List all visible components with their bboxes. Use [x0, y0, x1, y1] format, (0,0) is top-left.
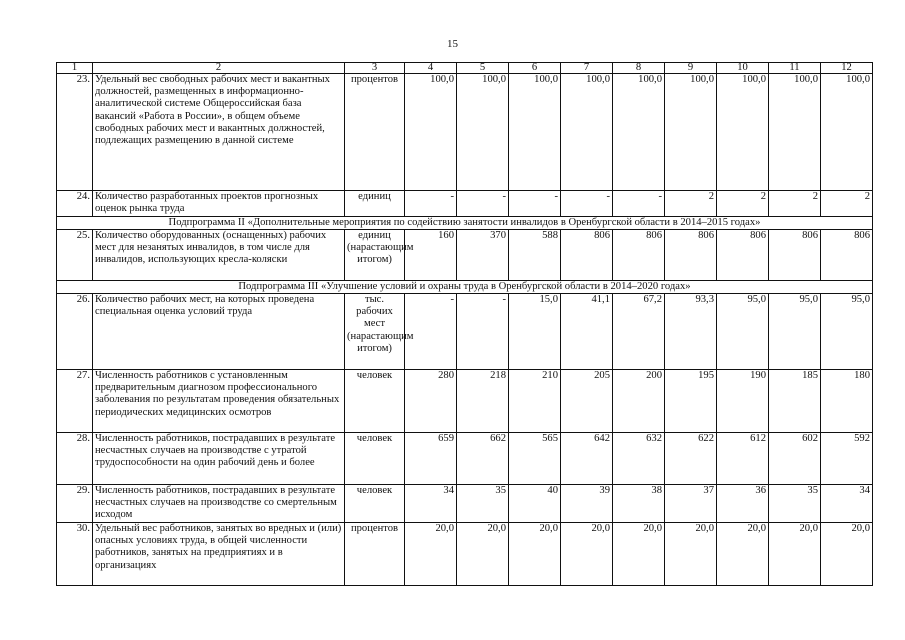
table-row [57, 370, 873, 433]
table-row [57, 230, 873, 281]
indicator-table [56, 62, 873, 586]
column-number-1: 1 [57, 63, 93, 74]
indicator-value: 370 [457, 230, 509, 281]
indicator-value: 2 [717, 191, 769, 217]
indicator-value: 185 [769, 370, 821, 433]
indicator-name: Численность работников с установленным предварительным диагнозом профессионального заболевания по результатам проведения обязательных периодических медицинских осмотров [93, 370, 345, 433]
unit-of-measure: процентов [345, 523, 405, 586]
column-number-6: 6 [509, 63, 561, 74]
row-number: 26. [57, 294, 93, 370]
indicator-value: 195 [665, 370, 717, 433]
indicator-value: - [509, 191, 561, 217]
indicator-value: 218 [457, 370, 509, 433]
indicator-value: 34 [821, 485, 873, 523]
indicator-value: 180 [821, 370, 873, 433]
indicator-value: 100,0 [821, 74, 873, 191]
indicator-value: 35 [457, 485, 509, 523]
indicator-value: - [613, 191, 665, 217]
column-number-2: 2 [93, 63, 345, 74]
indicator-value: 100,0 [613, 74, 665, 191]
subprogram-title: Подпрограмма II «Дополнительные мероприятия по содействию занятости инвалидов в Оренбургской области в 2014–2015 годах» [57, 217, 873, 230]
indicator-value: 806 [613, 230, 665, 281]
indicator-value: 95,0 [717, 294, 769, 370]
table-row [57, 294, 873, 370]
indicator-value: 2 [665, 191, 717, 217]
indicator-value: 20,0 [509, 523, 561, 586]
indicator-value: 100,0 [509, 74, 561, 191]
table-row [57, 433, 873, 485]
indicator-value: 806 [769, 230, 821, 281]
column-number-5: 5 [457, 63, 509, 74]
unit-of-measure: единиц (нарастающим итогом) [345, 230, 405, 281]
column-number-4: 4 [405, 63, 457, 74]
indicator-value: 20,0 [613, 523, 665, 586]
indicator-value: 200 [613, 370, 665, 433]
indicator-value: 160 [405, 230, 457, 281]
indicator-value: - [405, 191, 457, 217]
indicator-name: Количество разработанных проектов прогнозных оценок рынка труда [93, 191, 345, 217]
indicator-name: Удельный вес свободных рабочих мест и вакантных должностей, размещенных в информационно-аналитической системе Общероссийская база вакансий «Работа в России», в общем объеме свободных рабочих мест и вакантных должностей, подлежащих размещению в данной системе [93, 74, 345, 191]
table-row [57, 191, 873, 217]
indicator-value: 100,0 [561, 74, 613, 191]
indicator-value: 100,0 [457, 74, 509, 191]
indicator-value: 40 [509, 485, 561, 523]
indicator-value: 806 [717, 230, 769, 281]
page-number: 15 [447, 38, 458, 50]
indicator-value: 20,0 [561, 523, 613, 586]
indicator-value: 100,0 [717, 74, 769, 191]
indicator-value: 612 [717, 433, 769, 485]
column-number-row [57, 63, 873, 74]
indicator-value: 280 [405, 370, 457, 433]
indicator-value: 642 [561, 433, 613, 485]
column-number-8: 8 [613, 63, 665, 74]
indicator-value: 36 [717, 485, 769, 523]
indicator-value: 806 [561, 230, 613, 281]
unit-of-measure: человек [345, 433, 405, 485]
indicator-value: 2 [769, 191, 821, 217]
table-row [57, 485, 873, 523]
indicator-value: 95,0 [769, 294, 821, 370]
indicator-value: 20,0 [821, 523, 873, 586]
table-row [57, 74, 873, 191]
unit-of-measure: единиц [345, 191, 405, 217]
column-number-11: 11 [769, 63, 821, 74]
column-number-12: 12 [821, 63, 873, 74]
indicator-value: 37 [665, 485, 717, 523]
indicator-value: 35 [769, 485, 821, 523]
column-number-10: 10 [717, 63, 769, 74]
indicator-value: 100,0 [665, 74, 717, 191]
indicator-name: Удельный вес работников, занятых во вредных и (или) опасных условиях труда, в общей численности работников, занятых на предприятиях и в организациях [93, 523, 345, 586]
indicator-value: 20,0 [769, 523, 821, 586]
indicator-name: Численность работников, пострадавших в результате несчастных случаев на производстве с утратой трудоспособности на один рабочий день и более [93, 433, 345, 485]
indicator-value: - [405, 294, 457, 370]
indicator-value: 100,0 [769, 74, 821, 191]
indicator-value: 632 [613, 433, 665, 485]
indicator-value: 20,0 [457, 523, 509, 586]
row-number: 27. [57, 370, 93, 433]
unit-of-measure: человек [345, 370, 405, 433]
indicator-value: 93,3 [665, 294, 717, 370]
indicator-name: Количество рабочих мест, на которых проведена специальная оценка условий труда [93, 294, 345, 370]
indicator-value: 588 [509, 230, 561, 281]
indicator-value: 602 [769, 433, 821, 485]
indicator-value: 662 [457, 433, 509, 485]
indicator-value: 15,0 [509, 294, 561, 370]
indicator-value: 20,0 [665, 523, 717, 586]
table-row [57, 523, 873, 586]
row-number: 24. [57, 191, 93, 217]
indicator-value: 95,0 [821, 294, 873, 370]
indicator-value: 67,2 [613, 294, 665, 370]
indicator-value: 592 [821, 433, 873, 485]
indicator-value: 190 [717, 370, 769, 433]
unit-of-measure: человек [345, 485, 405, 523]
unit-of-measure: тыс. рабочих мест (нарастающим итогом) [345, 294, 405, 370]
indicator-value: 39 [561, 485, 613, 523]
indicator-value: 210 [509, 370, 561, 433]
subprogram-row [57, 281, 873, 294]
indicator-value: - [457, 191, 509, 217]
row-number: 29. [57, 485, 93, 523]
indicator-value: - [457, 294, 509, 370]
indicator-value: 41,1 [561, 294, 613, 370]
indicator-value: 806 [665, 230, 717, 281]
column-number-9: 9 [665, 63, 717, 74]
row-number: 30. [57, 523, 93, 586]
indicator-value: 20,0 [405, 523, 457, 586]
column-number-7: 7 [561, 63, 613, 74]
indicator-value: 806 [821, 230, 873, 281]
subprogram-title: Подпрограмма III «Улучшение условий и охраны труда в Оренбургской области в 2014–2020 годах» [57, 281, 873, 294]
indicator-value: - [561, 191, 613, 217]
row-number: 28. [57, 433, 93, 485]
indicator-value: 659 [405, 433, 457, 485]
indicator-value: 20,0 [717, 523, 769, 586]
indicator-name: Численность работников, пострадавших в результате несчастных случаев на производстве со смертельным исходом [93, 485, 345, 523]
indicator-value: 205 [561, 370, 613, 433]
indicator-value: 100,0 [405, 74, 457, 191]
indicator-value: 34 [405, 485, 457, 523]
subprogram-row [57, 217, 873, 230]
row-number: 23. [57, 74, 93, 191]
indicator-value: 565 [509, 433, 561, 485]
indicator-name: Количество оборудованных (оснащенных) рабочих мест для незанятых инвалидов, в том числе для инвалидов, использующих кресла-коляски [93, 230, 345, 281]
column-number-3: 3 [345, 63, 405, 74]
row-number: 25. [57, 230, 93, 281]
indicator-value: 622 [665, 433, 717, 485]
indicator-value: 38 [613, 485, 665, 523]
indicator-value: 2 [821, 191, 873, 217]
unit-of-measure: процентов [345, 74, 405, 191]
